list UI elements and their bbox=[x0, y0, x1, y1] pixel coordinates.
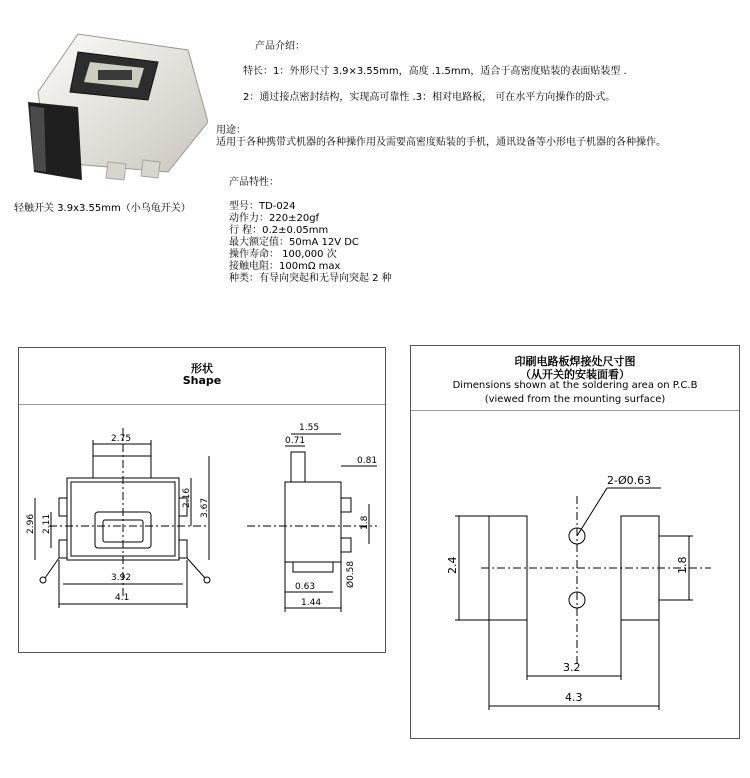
usage-text: 适用于各种携带式机器的各种操作用及需要高密度贴装的手机，通讯设备等小形电子机器的各种操作。 bbox=[216, 137, 666, 148]
pcb-title-en-2: (viewed from the mounting surface) bbox=[484, 394, 666, 405]
photo-caption: 轻触开关 3.9x3.55mm（小乌龟开关） bbox=[14, 203, 191, 214]
dim-right-overall: 3.67 bbox=[200, 497, 210, 518]
spec-travel: 行 程：0.2±0.05mm bbox=[229, 225, 329, 236]
dim-left-height: 2.96 bbox=[26, 513, 36, 534]
specs-heading: 产品特性： bbox=[229, 177, 279, 188]
dim-holes: 2-Ø0.63 bbox=[607, 474, 652, 487]
intro-heading: 产品介绍： bbox=[255, 41, 305, 52]
dim-hole-pitch: 1.8 bbox=[676, 556, 689, 574]
feature-line-1: 特长：1：外形尺寸 3.9×3.55mm，高度 .1.5mm，适合于高密度贴装的表面贴装型 . bbox=[243, 66, 627, 77]
spec-model: 型号：TD-024 bbox=[229, 201, 296, 212]
shape-drawing-panel bbox=[18, 347, 386, 653]
dim-outer-width: 4.3 bbox=[565, 691, 583, 704]
spec-rating: 最大额定值：50mA 12V DC bbox=[229, 237, 359, 248]
spec-resistance: 接触电阻：100mΩ max bbox=[229, 261, 341, 272]
spec-force: 动作力：220±20gf bbox=[229, 213, 320, 224]
dim-overall-width: 4.1 bbox=[115, 593, 130, 603]
dim-side-bottom: 1.44 bbox=[301, 598, 322, 608]
dim-top-width: 2.75 bbox=[111, 434, 132, 444]
shape-title-en: Shape bbox=[182, 374, 222, 387]
dim-side-pitch: 1.8 bbox=[360, 515, 370, 530]
pcb-footprint-drawing bbox=[411, 346, 739, 738]
pcb-title-en-1: Dimensions shown at the soldering area on P.C.B bbox=[452, 380, 698, 391]
pcb-footprint-panel bbox=[410, 345, 740, 739]
dim-pad-height: 2.4 bbox=[446, 556, 459, 574]
usage-heading: 用途： bbox=[216, 125, 246, 136]
dim-left-inner: 2.11 bbox=[42, 513, 52, 534]
shape-title-cn: 形状 bbox=[191, 362, 213, 375]
dim-body-width: 3.92 bbox=[111, 573, 132, 583]
dim-side-lever: 0.71 bbox=[285, 436, 306, 446]
dim-inner-width: 3.2 bbox=[563, 661, 581, 674]
spec-types: 种类：有导向突起和无导向突起 2 种 bbox=[229, 273, 392, 284]
dim-side-base: 0.63 bbox=[295, 582, 316, 592]
pcb-title-cn-1: 印刷电路板焊接处尺寸图 bbox=[514, 355, 636, 368]
dim-right-upper: 2.16 bbox=[182, 487, 192, 508]
tact-switch-photo bbox=[8, 22, 208, 190]
feature-line-2: 2：通过接点密封结构，实现高可靠性 .3：相对电路板， 可在水平方向操作的卧式。 bbox=[243, 92, 616, 103]
dim-side-right: 0.81 bbox=[357, 456, 378, 466]
dim-side-pin: Ø0.58 bbox=[346, 560, 356, 588]
spec-life: 操作寿命： 100,000 次 bbox=[229, 249, 337, 260]
shape-drawing bbox=[19, 348, 385, 652]
dim-side-top: 1.55 bbox=[299, 423, 320, 433]
pcb-title-cn-2: （从开关的安装面看） bbox=[520, 368, 630, 381]
